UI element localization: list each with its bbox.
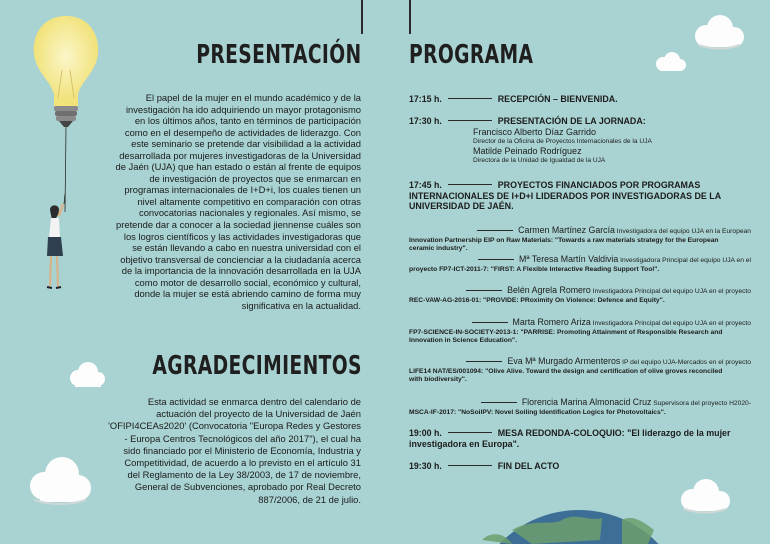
paragraph-line: Esta actividad se enmarca dentro del calendario de [147,396,361,407]
paragraph-line: en los últimos años, tanto en términos de participación [134,115,361,127]
paragraph-line: los logros científicos y las actividades investigadoras que [123,230,361,242]
talk-item [409,318,751,346]
paragraph-line: nivel altamente competitivo en comparación con otras [137,195,361,207]
agenda-item-proyectos [409,180,751,212]
talk-role: Investigadora del equipo UJA en la European [614,228,751,235]
speaker-name: Matilde Peinado Rodríguez [473,146,582,156]
talk-item [409,286,751,305]
programa-heading: PROGRAMA [409,40,534,70]
agenda-title: RECEPCIÓN – BIENVENIDA. [497,94,618,104]
talk-role: Investigadora Principal del equipo UJA en el proyecto [590,320,751,327]
paragraph-line: como motor de desarrollo social, económico y cultural, [134,276,361,288]
talk-item [409,398,751,417]
paragraph-line: como en el desempeño de actividades de liderazgo. Con [124,126,361,138]
talk-desc: REC-VAW-AG-2016-01: "PROVIDE: PRoximity On Violence: Defence and Equity". [409,296,665,304]
agenda-item-fin [409,461,751,471]
paragraph-line: convocatorias nacionales y regionales. Así mismo, se [139,207,361,219]
paragraph-line: este seminario se pretende dar visibilidad a la actividad [131,138,361,150]
paragraph-line: programas internacionales de I+D+i, los cuales tienen un [124,184,361,196]
paragraph-line: desarrollada por mujeres investigadoras de la Universidad [119,149,361,161]
agenda-title-line: UNIVERSIDAD DE JAÉN. [409,201,514,211]
paragraph-line: 887/2006, de 21 de julio. [258,493,361,505]
agradecimientos-heading: AGRADECIMIENTOS [152,351,362,381]
talk-desc: with biodiversity". [409,376,467,384]
talk-desc: FP7-SCIENCE-IN-SOCIETY-2013-1: "PARRISE: Promoting Attainment of Responsible Research and [409,328,723,336]
talk-role: Investigadora Principal del equipo UJA en el [618,257,751,264]
agenda-title-line: investigadora en Europa". [409,439,520,449]
talk-speaker: Florencia Marina Almonacid Cruz [521,397,652,407]
talk-role: Investigadora Principal del equipo UJA en el proyecto [590,288,751,295]
agenda-title: MESA REDONDA-COLOQUIO: "El liderazgo de la mujer [497,428,731,438]
speaker-role: Directora de la Unidad de Igualdad de la UJA [473,157,606,164]
paragraph-line: de investigación de proyectos que se enmarcan en [149,172,361,184]
talk-speaker: Belén Agrela Romero [507,285,591,295]
paragraph-line: de Jaén (UJA) que han estado o están al frente de equipos [115,161,361,173]
talk-desc: Innovation Partnership EIP on Raw Materials: "Towards a raw materials strategy for the European [409,236,719,244]
paragraph-line: Competitividad, de acuerdo a lo previsto en el artículo 31 [124,457,361,469]
paragraph-line: actuación del proyecto de la Universidad de Jaén [156,408,361,420]
paragraph-line: sido financiado por el Ministerio de Economía, Industria y [123,444,361,456]
agradecimientos-body [1,396,361,506]
agenda-title: PROYECTOS FINANCIADOS POR PROGRAMAS [497,180,701,190]
cloud-icon [652,50,688,74]
agenda-time: 17:15 h. [409,94,442,104]
talk-speaker: Marta Romero Ariza [512,317,591,327]
talk-role: Supervisora del proyecto H2020- [651,400,751,407]
presentacion-heading: PRESENTACIÓN [196,40,362,70]
agenda-item-mesa [409,428,751,450]
paragraph-line: investigación ha ido adquiriendo un mayor protagonismo [125,103,361,115]
globe-icon [472,500,686,544]
agenda-time: 17:30 h. [409,116,442,126]
presentacion-body [1,92,361,311]
paragraph-line: del Reglamento de la Ley 38/2003, de 17 de noviembre, [127,469,361,481]
speaker-role: Director de la Oficina de Proyectos Internacionales de la UJA [473,138,652,145]
paragraph-line: 'OFIPI4CEAs2020' (Convocatoria "Europa Redes y Gestores [108,420,361,432]
paragraph-line: de la importancia de la innovación desarrollada en la UJA [121,265,361,277]
agenda-time: 19:30 h. [409,461,442,471]
talk-item [409,226,751,254]
agenda-title: PRESENTACIÓN DE LA JORNADA: [497,116,646,126]
agenda-title-line: INTERNACIONALES DE I+D+I LIDERADOS POR INVESTIGADORAS DE LA [409,190,722,201]
paragraph-line: - Europa Centros Tecnológicos del año 2017"), el cual ha [124,432,361,444]
talk-role: IP del equipo UJA-Mercados en el proyecto [620,359,751,366]
top-divider-left [361,0,363,34]
talk-desc: ceramic industry". [409,245,468,253]
talk-desc: Innovation in Science Education". [409,337,517,345]
cloud-icon [66,360,108,390]
talk-item [409,255,751,274]
cloud-icon [690,12,746,52]
talk-desc: proyecto FP7-ICT-2011-7: "FIRST: A Flexible Interactive Reading Support Tool". [409,265,660,273]
agenda-time: 17:45 h. [409,180,442,190]
talk-desc: LIFE14 NAT/ES/001094: "Olive Alive. Toward the design and certification of olive groves reconciled [409,367,723,375]
paragraph-line: General de Subvenciones, aprobado por Real Decreto [134,481,361,493]
paragraph-line: se están llevando a cabo en nuestra universidad con el [132,242,361,254]
talk-speaker: Carmen Martínez García [518,225,615,235]
agenda-time: 19:00 h. [409,428,442,438]
paragraph-line: donde la mujer se está abriendo camino de forma muy [134,288,361,300]
talk-desc: MSCA-IF-2017: "NoSoilPV: Novel Soiling Identification Logics for Photovoltaics". [409,408,666,416]
speaker-name: Francisco Alberto Díaz Garrido [473,127,597,137]
top-divider-right [409,0,411,34]
agenda-title: FIN DEL ACTO [497,461,560,471]
agenda-item-recepcion [409,94,751,104]
paragraph-line: El papel de la mujer en el mundo académico y de la [145,92,361,103]
paragraph-line: pretende dar a conocer a la sociedad jiennense cuáles son [116,219,361,231]
paragraph-line: objetivo transversal de concienciar a la ciudadanía acerca [120,253,361,265]
talk-speaker: Eva Mª Murgado Armenteros [507,356,621,366]
talk-speaker: Mª Teresa Martín Valdivia [519,254,619,264]
talk-item [409,357,751,385]
paragraph-line: significativa en la actualidad. [241,299,361,311]
agenda-item-presentacion [409,116,751,165]
